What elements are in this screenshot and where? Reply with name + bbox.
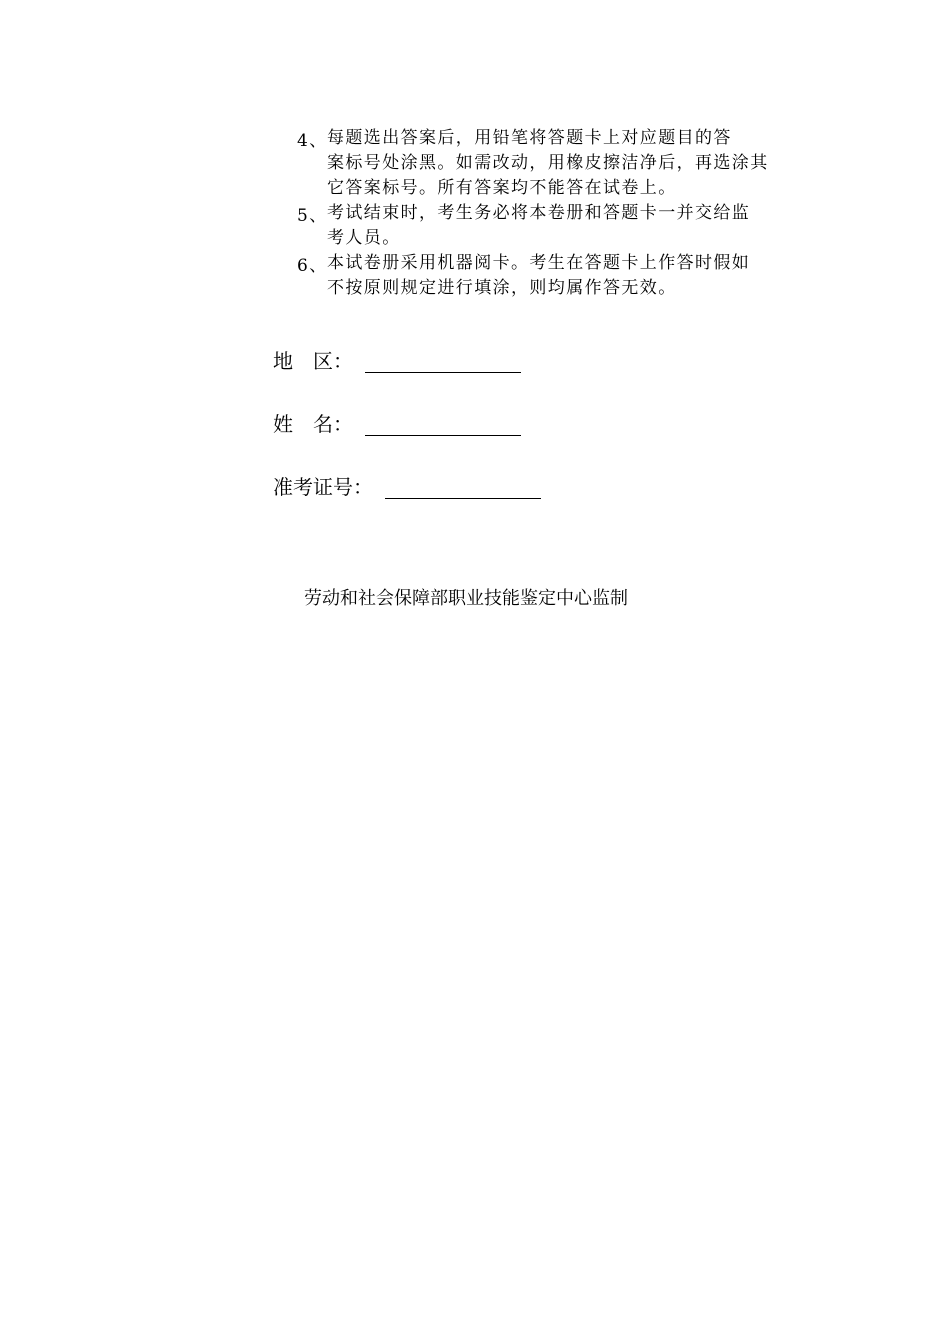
instruction-number: 6、 [297,256,328,276]
instruction-line: 案标号处涂黑。如需改动，用橡皮擦洁净后，再选涂其 [327,153,769,173]
instruction-item-4 [297,126,797,201]
instruction-line: 不按原则规定进行填涂，则均属作答无效。 [327,278,677,298]
instruction-line: 它答案标号。所有答案均不能答在试卷上。 [327,178,677,198]
region-blank-line[interactable] [365,371,521,373]
instruction-line: 每题选出答案后，用铅笔将答题卡上对应题目的答 [327,128,732,148]
issuer-footer: 劳动和社会保障部职业技能鉴定中心监制 [304,588,628,609]
region-label: 地 区： [273,349,353,373]
region-field [273,346,521,376]
instruction-item-6 [297,251,797,301]
exam-id-label: 准考证号： [273,475,373,499]
instruction-line: 考人员。 [327,228,401,248]
exam-id-field [273,472,541,502]
instruction-line: 本试卷册采用机器阅卡。考生在答题卡上作答时假如 [327,253,751,273]
name-field [273,409,521,439]
instruction-line: 考试结束时，考生务必将本卷册和答题卡一并交给监 [327,203,751,223]
instruction-item-5 [297,201,797,251]
exam-id-blank-line[interactable] [385,497,541,499]
instructions-list [297,126,797,301]
name-blank-line[interactable] [365,434,521,436]
instruction-number: 5、 [297,206,328,226]
instruction-number: 4、 [297,131,328,151]
name-label: 姓 名： [273,412,353,436]
